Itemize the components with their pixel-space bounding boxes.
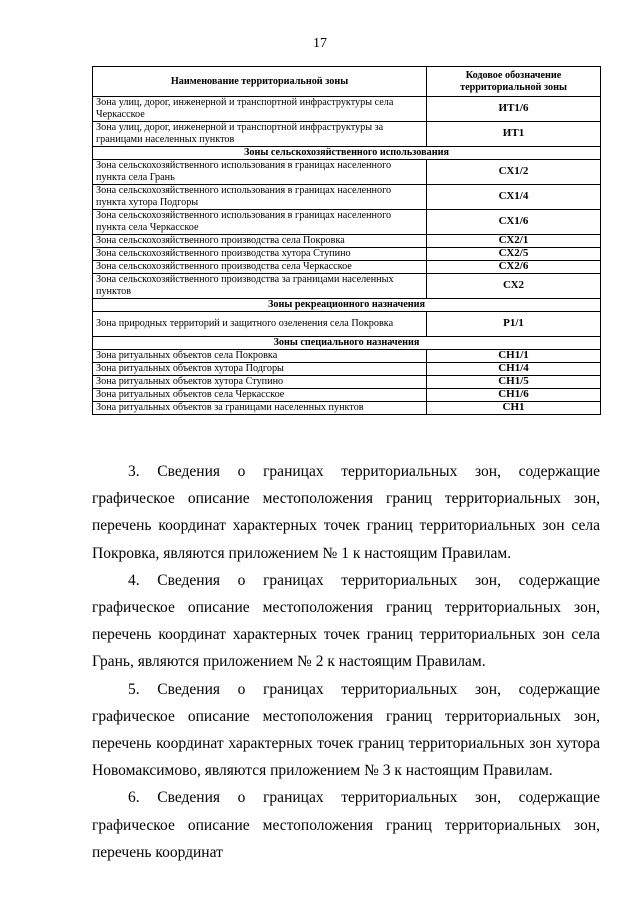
zone-name-cell: Зона улиц, дорог, инженерной и транспортной инфраструктуры за границами населенных пунктов: [93, 122, 427, 147]
zone-code-cell: СХ2/1: [427, 235, 601, 248]
zone-code-cell: СХ2/5: [427, 248, 601, 261]
table-row: [93, 210, 601, 235]
section-title: Зоны рекреационного назначения: [93, 299, 601, 312]
header-zone-name: Наименование территориальной зоны: [93, 67, 427, 97]
zone-code-cell: СН1/1: [427, 350, 601, 363]
zone-code-cell: СН1: [427, 402, 601, 415]
zone-name-cell: Зона ритуальных объектов хутора Подгоры: [93, 363, 427, 376]
table-header-row: [93, 67, 601, 97]
zone-name-cell: Зона сельскохозяйственного производства села Черкасское: [93, 261, 427, 274]
page-number: 17: [313, 36, 327, 51]
header-zone-code: Кодовое обозначение территориальной зоны: [427, 67, 601, 97]
zone-name-cell: Зона сельскохозяйственного использования в границах населенного пункта хутора Подгоры: [93, 185, 427, 210]
table-row: [93, 312, 601, 337]
zone-code-cell: СН1/6: [427, 389, 601, 402]
table-row: [93, 402, 601, 415]
table-row: [93, 185, 601, 210]
zone-name-cell: Зона ритуальных объектов села Черкасское: [93, 389, 427, 402]
zones-table: [92, 66, 601, 415]
zone-name-cell: Зона сельскохозяйственного производства за границами населенных пунктов: [93, 274, 427, 299]
zone-code-cell: Р1/1: [427, 312, 601, 337]
zone-code-cell: СХ2/6: [427, 261, 601, 274]
body-text: [92, 458, 600, 866]
zone-name-cell: Зона природных территорий и защитного озеленения села Покровка: [93, 312, 427, 337]
table-row: [93, 389, 601, 402]
table-row: [93, 363, 601, 376]
table-row: [93, 160, 601, 185]
table-row: [93, 376, 601, 389]
zone-name-cell: Зона ритуальных объектов села Покровка: [93, 350, 427, 363]
table-row: [93, 235, 601, 248]
table-section-row: [93, 147, 601, 160]
section-title: Зоны сельскохозяйственного использования: [93, 147, 601, 160]
table-row: [93, 350, 601, 363]
table-section-row: [93, 299, 601, 312]
zone-code-cell: СН1/4: [427, 363, 601, 376]
paragraph-4: 4. Сведения о границах территориальных зон, содержащие графическое описание местоположения границ территориальных зон, перечень координат характерных точек границ территориальных зон села Грань, являются приложением № 2 к настоящим Правилам.: [92, 571, 600, 671]
zone-name-cell: Зона ритуальных объектов хутора Ступино: [93, 376, 427, 389]
zone-name-cell: Зона сельскохозяйственного производства хутора Ступино: [93, 248, 427, 261]
zone-code-cell: СХ1/2: [427, 160, 601, 185]
zone-name-cell: Зона ритуальных объектов за границами населенных пунктов: [93, 402, 427, 415]
paragraph-3: 3. Сведения о границах территориальных зон, содержащие графическое описание местоположения границ территориальных зон, перечень координат характерных точек границ территориальных зон села Покровка, являются приложением № 1 к настоящим Правилам.: [92, 463, 600, 562]
zone-code-cell: СХ1/6: [427, 210, 601, 235]
table-section-row: [93, 337, 601, 350]
zone-name-cell: Зона сельскохозяйственного производства села Покровка: [93, 235, 427, 248]
zone-code-cell: ИТ1/6: [427, 97, 601, 122]
table-row: [93, 274, 601, 299]
zone-code-cell: СХ1/4: [427, 185, 601, 210]
table-row: [93, 261, 601, 274]
zones-table-body: [93, 97, 601, 415]
zone-code-cell: СХ2: [427, 274, 601, 299]
zone-name-cell: Зона улиц, дорог, инженерной и транспортной инфраструктуры села Черкасское: [93, 97, 427, 122]
zone-name-cell: Зона сельскохозяйственного использования в границах населенного пункта села Черкасское: [93, 210, 427, 235]
table-row: [93, 122, 601, 147]
paragraph-6: 6. Сведения о границах территориальных зон, содержащие графическое описание местоположения границ территориальных зон, перечень координат: [92, 789, 600, 861]
zone-code-cell: ИТ1: [427, 122, 601, 147]
paragraph-5: 5. Сведения о границах территориальных зон, содержащие графическое описание местоположения границ территориальных зон, перечень координат характерных точек границ территориальных зон хутора Новомаксимово, являются приложением № 3 к настоящим Правилам.: [92, 680, 600, 780]
zone-name-cell: Зона сельскохозяйственного использования в границах населенного пункта села Грань: [93, 160, 427, 185]
zone-code-cell: СН1/5: [427, 376, 601, 389]
section-title: Зоны специального назначения: [93, 337, 601, 350]
table-row: [93, 97, 601, 122]
table-row: [93, 248, 601, 261]
